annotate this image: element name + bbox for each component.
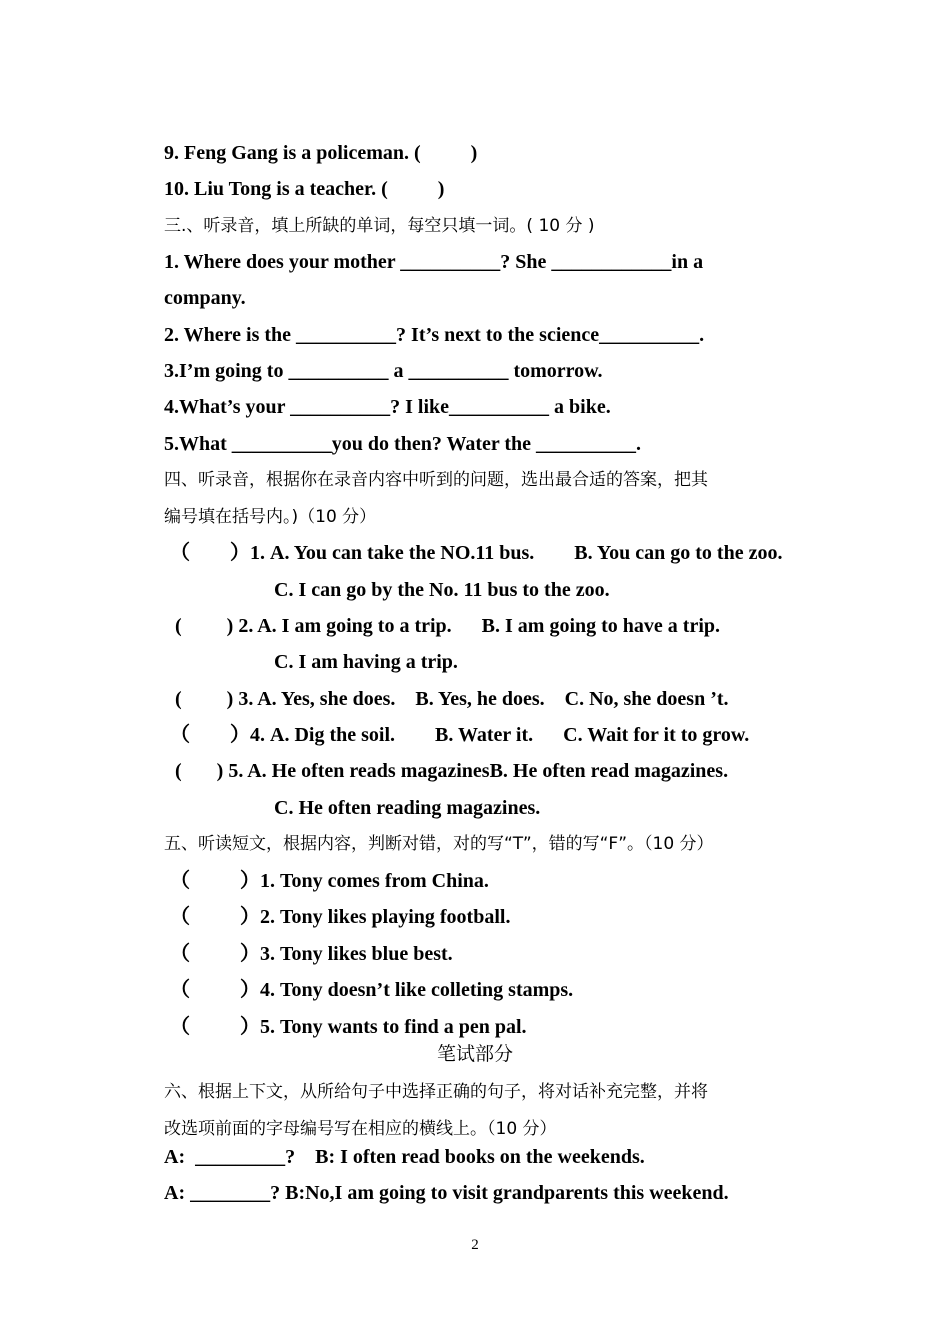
choice-2-option-c: C. I am having a trip.: [274, 651, 458, 673]
choice-1-option-c: C. I can go by the No. 11 bus to the zoo.: [274, 579, 610, 601]
fill-blank-1: 1. Where does your mother __________? She ____________in a: [164, 251, 704, 273]
choice-3: ( ) 3. A. Yes, she does. B. Yes, he does. C. No, she doesn ’t.: [175, 688, 729, 710]
judge-1: （ ）1. Tony comes from China.: [170, 870, 489, 892]
section-3-heading: 三.、听录音，填上所缺的单词，每空只填一词。( 10 分 ): [164, 216, 595, 236]
page-number: 2: [471, 1237, 479, 1253]
section-6-heading-cont: 改选项前面的字母编号写在相应的横线上。（10 分）: [164, 1119, 557, 1139]
judge-5: （ ）5. Tony wants to find a pen pal.: [170, 1016, 527, 1038]
written-part-title: 笔试部分: [436, 1043, 513, 1065]
choice-1: （ ）1. A. You can take the NO.11 bus. B. You can go to the zoo.: [170, 542, 783, 564]
choice-2: ( ) 2. A. I am going to a trip. B. I am going to have a trip.: [175, 615, 720, 637]
section-5-heading: 五、听读短文，根据内容，判断对错，对的写“T”，错的写“F”。（10 分）: [164, 834, 714, 854]
fill-blank-3: 3.I’m going to __________ a __________ tomorrow.: [164, 360, 603, 382]
fill-blank-5: 5.What __________you do then? Water the __________.: [164, 433, 642, 455]
judge-4: （ ）4. Tony doesn’t like colleting stamps.: [170, 979, 574, 1001]
section-4-heading-cont: 编号填在括号内。)（10 分）: [164, 507, 377, 527]
question-9: 9. Feng Gang is a policeman. ( ): [164, 142, 478, 164]
fill-blank-4: 4.What’s your __________? I like__________ a bike.: [164, 396, 611, 418]
judge-3: （ ）3. Tony likes blue best.: [170, 943, 453, 965]
judge-2: （ ）2. Tony likes playing football.: [170, 906, 511, 928]
fill-blank-2: 2. Where is the __________? It’s next to the science__________.: [164, 324, 705, 346]
question-10: 10. Liu Tong is a teacher. ( ): [164, 178, 445, 200]
dialogue-1: A: _________? B: I often read books on the weekends.: [164, 1146, 645, 1168]
section-4-heading: 四、听录音，根据你在录音内容中听到的问题，选出最合适的答案，把其: [164, 470, 708, 490]
dialogue-2: A: ________? B:No,I am going to visit grandparents this weekend.: [164, 1182, 729, 1204]
fill-blank-1-cont: company.: [164, 287, 246, 309]
choice-5: ( ) 5. A. He often reads magazinesB. He often read magazines.: [175, 760, 729, 782]
choice-5-option-c: C. He often reading magazines.: [274, 797, 541, 819]
choice-4: （ ）4. A. Dig the soil. B. Water it. C. Wait for it to grow.: [170, 724, 750, 746]
section-6-heading: 六、根据上下文，从所给句子中选择正确的句子，将对话补充完整，并将: [164, 1082, 708, 1102]
